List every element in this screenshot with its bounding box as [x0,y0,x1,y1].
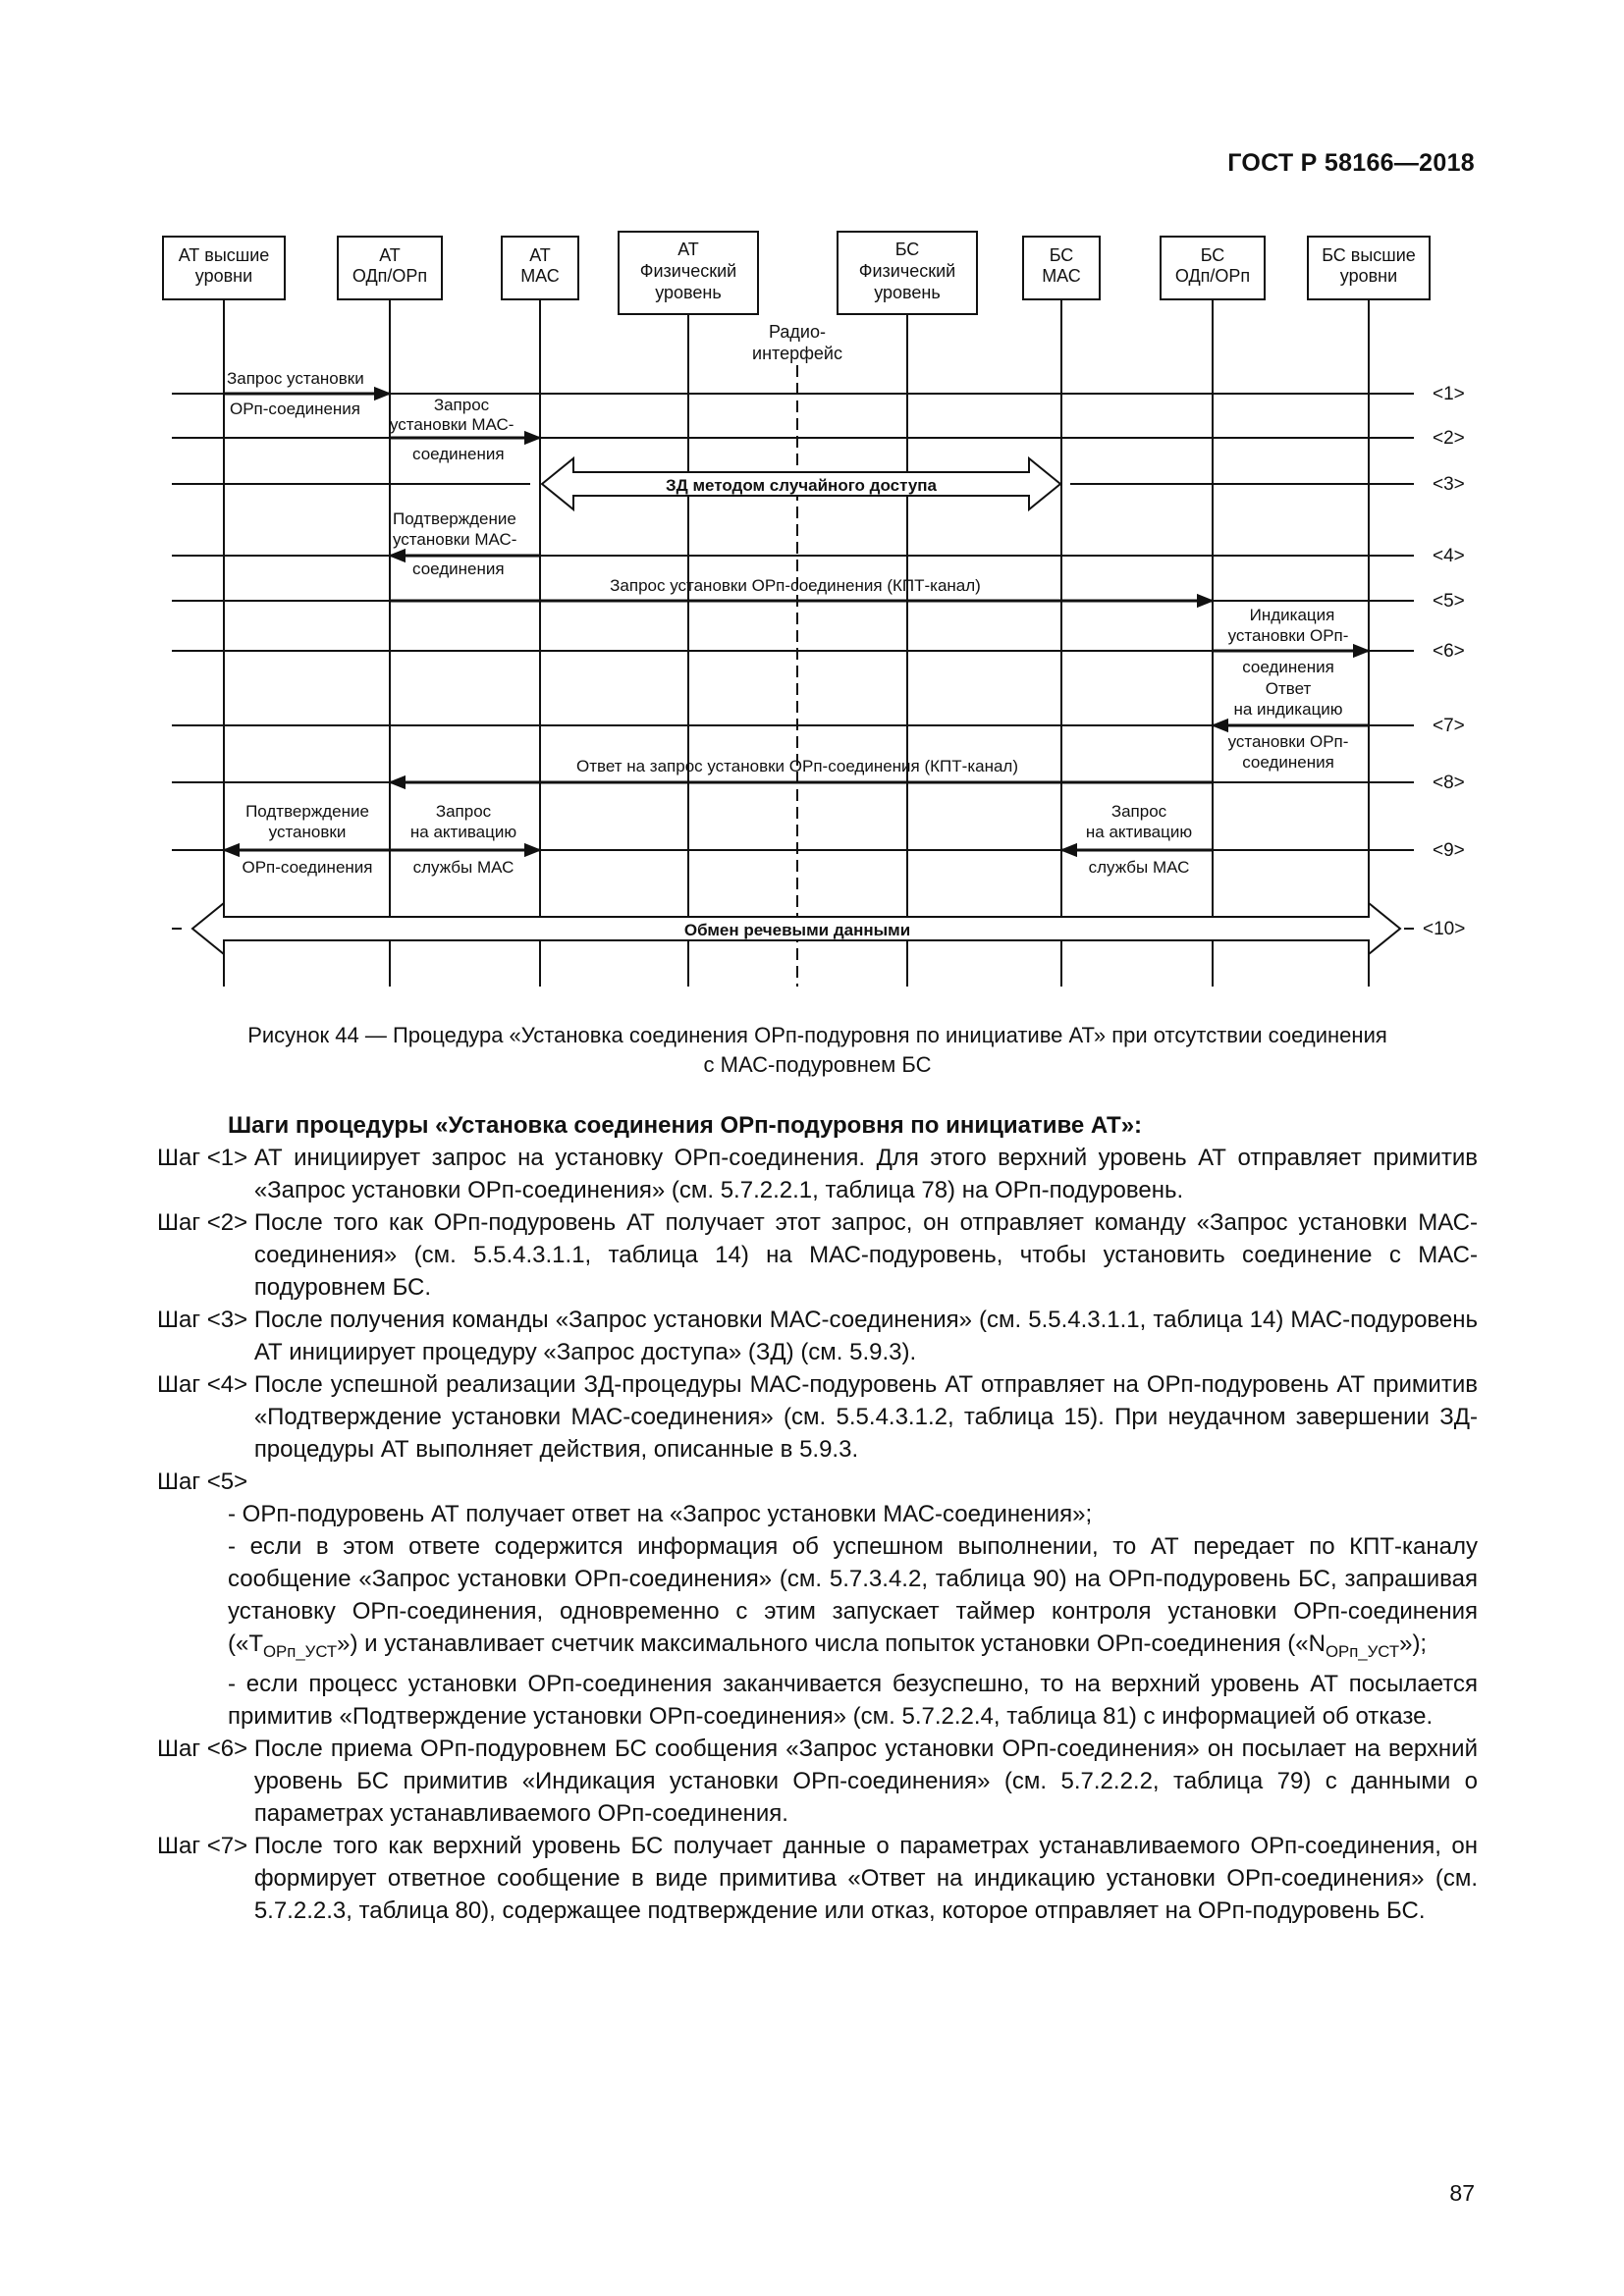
svg-text:АТ: АТ [379,245,401,265]
svg-text:БС высшие: БС высшие [1322,245,1416,265]
message-label: Ответ на запрос установки ОРп-соединения (КПТ-канал) [575,757,1019,775]
entity-bs-odp [1161,237,1265,299]
message-label: соединения [412,560,505,578]
message-label: установки МАС- [393,530,517,549]
step-paragraph [157,1142,1478,1206]
svg-text:БС: БС [894,240,920,259]
message-label: Обмен речевыми данными [683,921,911,939]
step-number: Шаг <1> [157,1145,254,1171]
step-label: <7> [1433,716,1465,736]
svg-text:Физический: Физический [858,261,956,281]
svg-text:МАС: МАС [520,266,560,286]
svg-text:уровень: уровень [655,283,722,302]
message-label: установки МАС- [390,415,514,434]
caption-line: с МАС-подуровнем БС [703,1052,932,1077]
step-bullet: - ОРп-подуровень АТ получает ответ на «Запрос установки МАС-соединения»; [228,1501,1093,1527]
message-label: ЗД методом случайного доступа [665,476,938,495]
svg-text:АТ: АТ [529,245,551,265]
svg-text:уровень: уровень [874,283,941,302]
step-number: Шаг <6> [157,1735,254,1762]
message-label: установки ОРп- [1227,626,1349,645]
caption-line: Рисунок 44 — Процедура «Установка соединения ОРп-подуровня по инициативе АТ» при отсутствии соединения [247,1023,1387,1047]
svg-text:БС: БС [1049,245,1074,265]
message-label: Ответ [1265,679,1312,698]
message-label: Индикация [1249,606,1335,624]
step-bullet: - если в этом ответе содержится информация об успешном выполнении, то АТ передает по КПТ-каналу сообщение «Запрос установки ОРп-соединения» (см. 5.7.3.4.2, таблица 90) на ОРп-подуровень БС, запрашивая установку ОРп-соединения, одновременно с этим запускает таймер контроля установки ОРп-соединения $(«T_{ОРп\_УСТ}»)$ и устанавливает счетчик максимального числа попыток установки ОРп-соединения $(«N_{ОРп\_УСТ}»)$; [228,1533,1478,1661]
step-text: После того как ОРп-подуровень АТ получает этот запрос, он отправляет команду «Запрос установки МАС-соединения» (см. 5.5.4.3.1.1, таблица 14) на МАС-подуровень, чтобы установить соединение с МАС-подуровнем БС. [253,1209,1478,1301]
step-label: <10> [1423,919,1466,939]
message-label: на активацию [409,823,517,841]
step-text: После получения команды «Запрос установки МАС-соединения» (см. 5.5.4.3.1.1, таблица 14) МАС-подуровень АТ инициирует процедуру «Запрос доступа» (ЗД) (см. 5.9.3). [253,1307,1478,1365]
step-label: <4> [1433,546,1465,566]
standard-header: ГОСТ Р 58166—2018 [1227,149,1475,177]
step-text: После того как верхний уровень БС получает данные о параметрах устанавливаемого ОРп-соединения, он формирует ответное сообщение в виде примитива «Ответ на индикацию установки ОРп-соединения» (см. 5.7.2.2.3, таблица 80), содержащее подтверждение или отказ, которое отправляет на ОРп-подуровень БС. [253,1832,1478,1924]
step-paragraph [157,1206,1478,1304]
step-text: После успешной реализации ЗД-процедуры МАС-подуровень АТ отправляет на ОРп-подуровень АТ примитив «Подтверждение установки МАС-соединения» (см. 5.5.4.3.1.2, таблица 15). При неудачном завершении ЗД-процедуры АТ выполняет действия, описанные в 5.9.3. [253,1371,1478,1463]
message-label: Запрос [1110,802,1167,821]
radio-interface-label: Радио- [769,322,826,342]
message-arrow-3 [542,458,1060,509]
svg-text:уровни: уровни [1339,266,1398,286]
step-text: АТ инициирует запрос на установку ОРп-соединения. Для этого верхний уровень АТ отправляет примитив «Запрос установки ОРп-соединения» (см. 5.7.2.2.1, таблица 78) на ОРп-подуровень. [253,1145,1478,1203]
message-label: соединения [1242,753,1334,772]
entity-bs-mac [1023,237,1100,299]
message-label: соединения [1242,658,1334,676]
step-label: <1> [1433,384,1465,404]
step-number: Шаг <3> [157,1307,254,1333]
message-label: соединения [412,445,505,463]
message-label: службы МАС [412,858,514,877]
message-label: Подтверждение [393,509,516,528]
svg-text:АТ: АТ [677,240,699,259]
svg-text:БС: БС [1200,245,1225,265]
message-label: Запрос [433,396,490,414]
message-label: Запрос установки ОРп-соединения (КПТ-канал) [610,576,981,595]
step-label: <9> [1433,840,1465,861]
section-title: Шаги процедуры «Установка соединения ОРп-подуровня по инициативе АТ»: [228,1112,1143,1139]
entity-at-mac [502,237,578,299]
svg-text:Физический: Физический [639,261,737,281]
figure-caption [157,1021,1478,1080]
step-label: <6> [1433,641,1465,662]
entity-at-upper [163,237,285,299]
step-number: Шаг <5> [157,1468,248,1495]
step-label: <5> [1433,591,1465,612]
step-label: <8> [1433,773,1465,793]
step-text: После приема ОРп-подуровнем БС сообщения «Запрос установки ОРп-соединения» он посылает на верхний уровень БС примитив «Индикация установки ОРп-соединения» (см. 5.7.2.2.2, таблица 79) с данными о параметрах устанавливаемого ОРп-соединения. [253,1735,1478,1827]
message-label: службы МАС [1088,858,1190,877]
entity-bs-upper [1308,237,1430,299]
message-label: Подтверждение [245,802,369,821]
svg-text:ОДп/ОРп: ОДп/ОРп [352,266,428,286]
message-arrow-10 [192,903,1400,954]
step-paragraph [157,1368,1478,1466]
entity-at-phy [619,232,758,314]
step-bullet: - если процесс установки ОРп-соединения заканчивается безуспешно, то на верхний уровень АТ посылается примитив «Подтверждение установки ОРп-соединения» (см. 5.7.2.2.4, таблица 81) с информацией об отказе. [228,1670,1478,1730]
svg-text:МАС: МАС [1042,266,1081,286]
sequence-diagram [0,0,1624,1041]
message-label: установки ОРп- [1227,732,1349,751]
step-label: <3> [1433,474,1465,495]
message-label: на индикацию [1233,700,1343,719]
step-number: Шаг <7> [157,1832,254,1859]
radio-interface-label: интерфейс [752,344,842,363]
message-label: Запрос [435,802,492,821]
step-number: Шаг <4> [157,1371,254,1398]
message-label: установки [268,823,347,841]
message-label: ОРп-соединения [242,858,373,877]
entity-bs-phy [838,232,977,314]
step-paragraph [157,1830,1478,1927]
entity-at-odp [338,237,442,299]
message-label: ОРп-соединения [230,400,361,418]
message-label: на активацию [1085,823,1193,841]
step-paragraph [157,1304,1478,1368]
step-paragraph [157,1733,1478,1830]
step-number: Шаг <2> [157,1209,254,1236]
message-label: Запрос установки [227,369,364,388]
svg-text:АТ высшие: АТ высшие [178,245,270,265]
body-text [157,1109,1478,1927]
svg-text:уровни: уровни [194,266,253,286]
step-label: <2> [1433,428,1465,449]
page-number: 87 [1449,2180,1475,2206]
svg-text:ОДп/ОРп: ОДп/ОРп [1174,266,1251,286]
